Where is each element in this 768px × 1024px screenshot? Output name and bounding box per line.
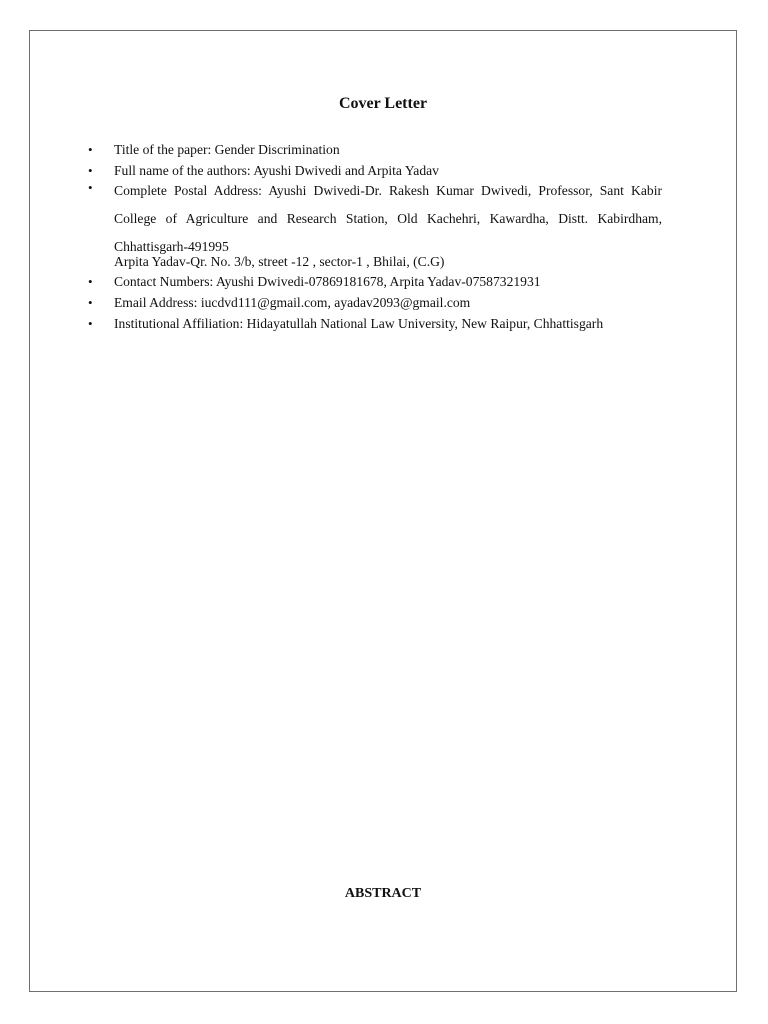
- bullet-icon: •: [88, 295, 93, 310]
- bullet-icon: •: [88, 274, 93, 289]
- list-item-title: [30, 139, 662, 160]
- cover-letter-list: [30, 139, 662, 334]
- bullet-icon: •: [88, 180, 93, 195]
- abstract-heading: ABSTRACT: [344, 886, 422, 901]
- list-item-text: Institutional Affiliation: Hidayatullah National Law University, New Raipur, Chhattisgarh: [114, 316, 604, 331]
- bullet-icon: •: [88, 163, 93, 178]
- document-title: Cover Letter: [338, 95, 428, 112]
- list-item-text: Full name of the authors: Ayushi Dwivedi and Arpita Yadav: [114, 163, 439, 178]
- list-item-postal-address: [30, 177, 662, 271]
- list-item-email: [30, 292, 662, 313]
- list-item-text: Complete Postal Address: Ayushi Dwivedi-Dr. Rakesh Kumar Dwivedi, Professor, Sant Kabir College of Agriculture and Research Station, Old Kachehri, Kawardha, Distt. Kabirdham, Chhattisgarh-491995: [114, 183, 662, 254]
- bullet-icon: •: [88, 142, 93, 157]
- bullet-icon: •: [88, 316, 93, 331]
- list-item-text: Title of the paper: Gender Discrimination: [114, 142, 340, 157]
- list-item-text: Contact Numbers: Ayushi Dwivedi-07869181678, Arpita Yadav-07587321931: [114, 274, 541, 289]
- list-item-subline: Arpita Yadav-Qr. No. 3/b, street -12 , sector-1 , Bhilai, (C.G): [114, 254, 445, 269]
- document-page: [29, 30, 737, 992]
- list-item-affiliation: [30, 313, 662, 334]
- list-item-contact-numbers: [30, 271, 662, 292]
- list-item-text: Email Address: iucdvd111@gmail.com, ayadav2093@gmail.com: [114, 295, 471, 310]
